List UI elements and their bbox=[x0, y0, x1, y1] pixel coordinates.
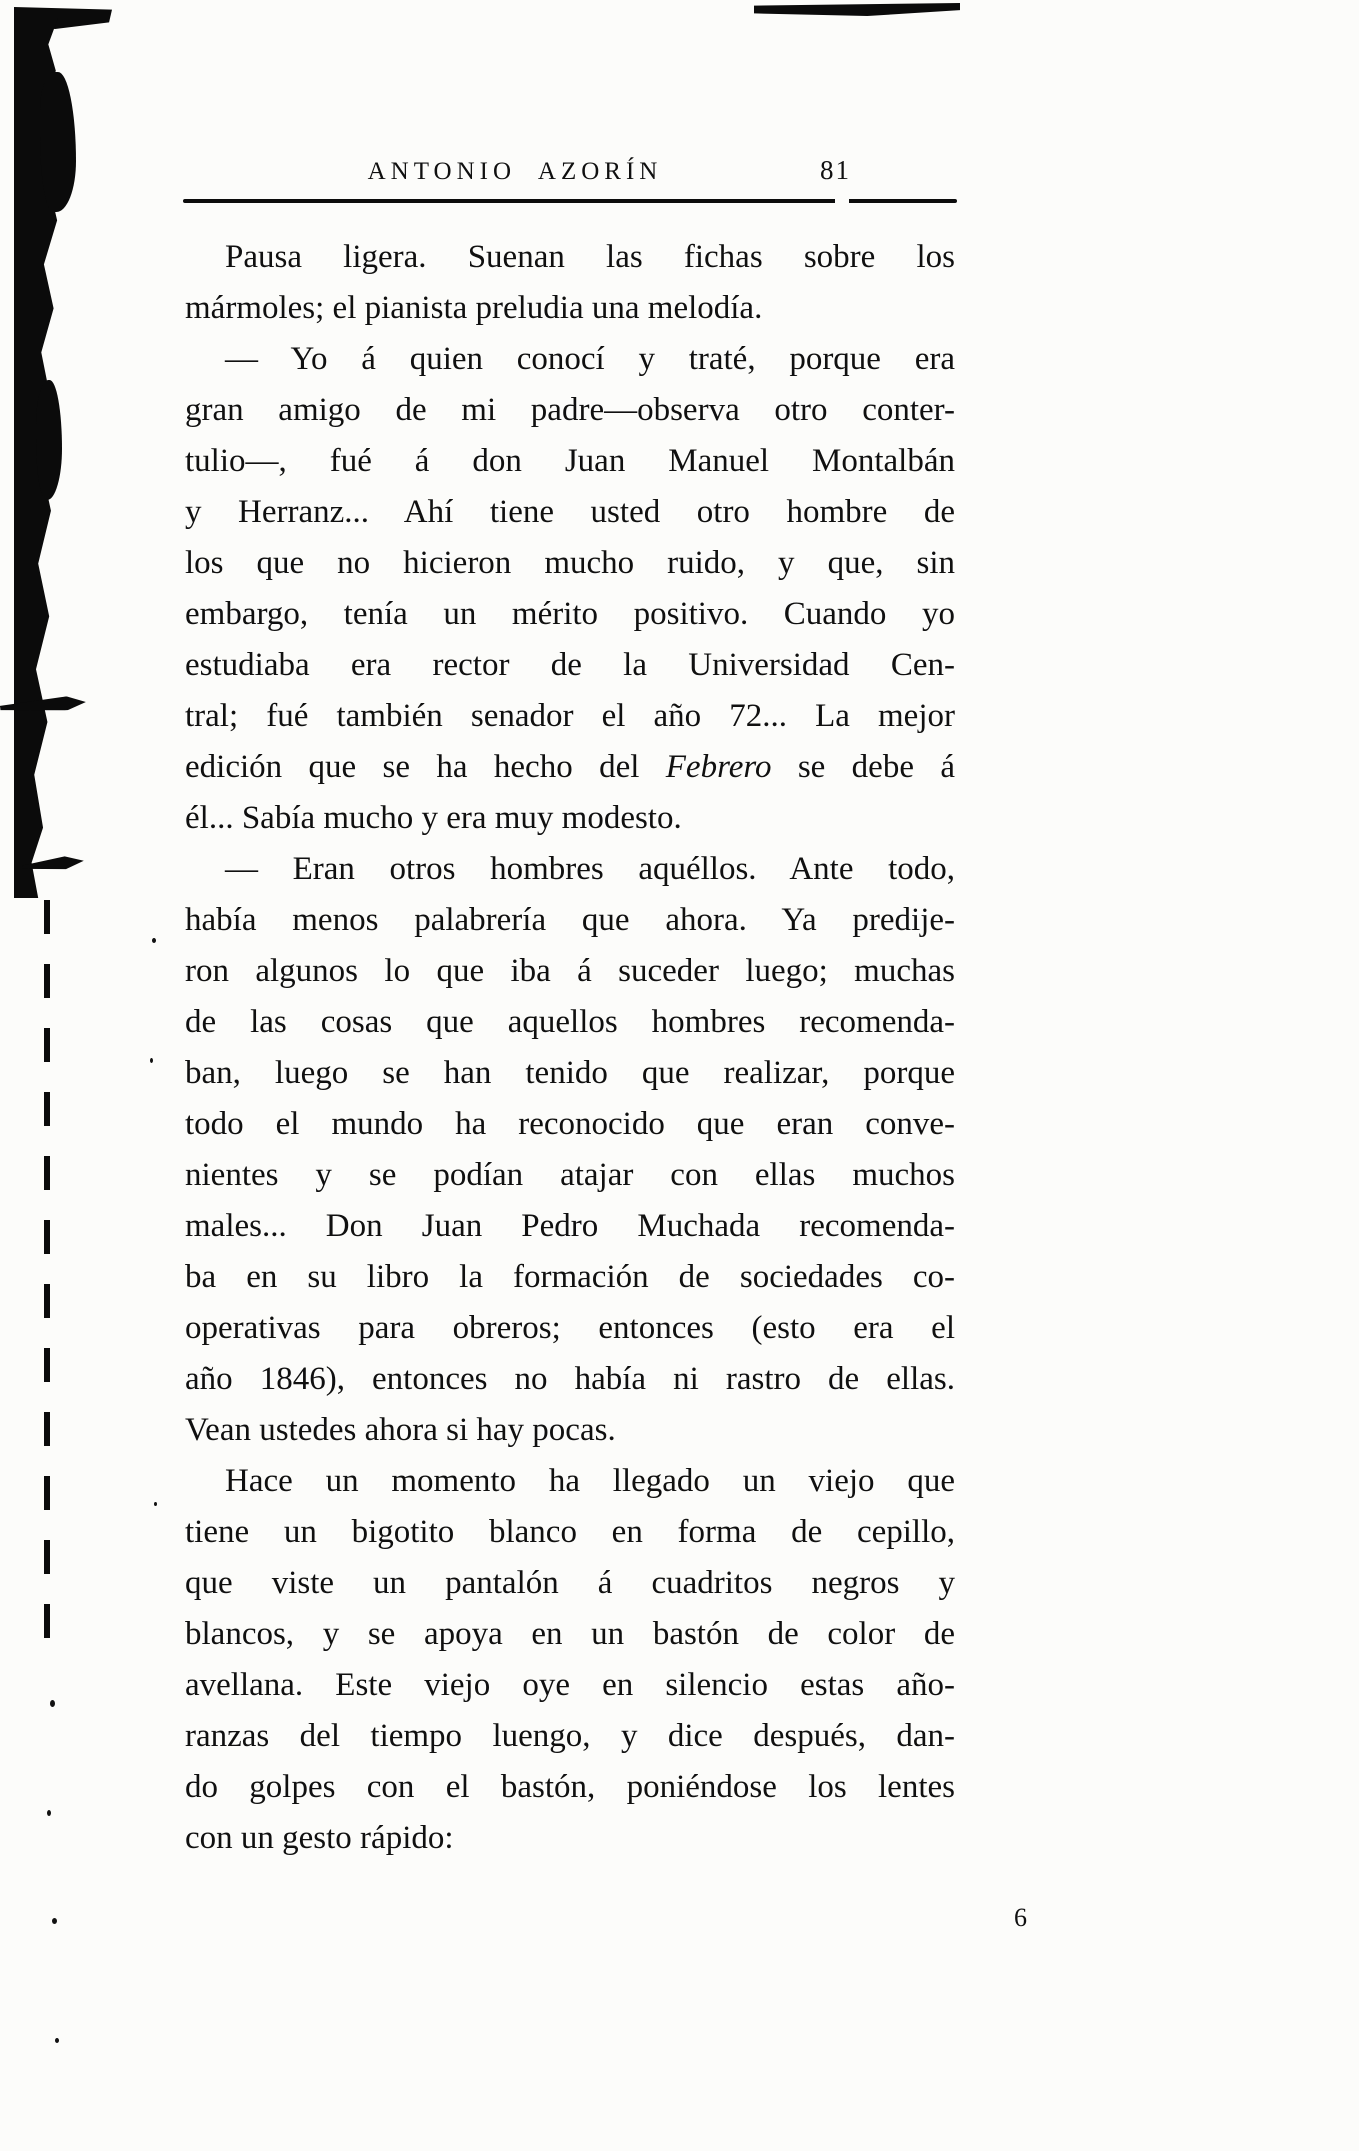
text-line: estudiaba era rector de la Universidad Cen- bbox=[185, 647, 955, 683]
text-line: — Eran otros hombres aquéllos. Ante todo, bbox=[225, 851, 955, 887]
scan-speck bbox=[150, 1058, 153, 1063]
text-line: de las cosas que aquellos hombres recomenda- bbox=[185, 1004, 955, 1040]
scan-speck bbox=[50, 1700, 55, 1707]
text-line: los que no hicieron mucho ruido, y que, sin bbox=[185, 545, 955, 581]
text-line: Vean ustedes ahora si hay pocas. bbox=[185, 1412, 616, 1448]
text-line: ron algunos lo que iba á suceder luego; muchas bbox=[185, 953, 955, 989]
text-line: gran amigo de mi padre—observa otro conter- bbox=[185, 392, 955, 428]
text-line: mármoles; el pianista preludia una melodía. bbox=[185, 290, 763, 326]
text-line: do golpes con el bastón, poniéndose los lentes bbox=[185, 1769, 955, 1805]
scan-speck bbox=[52, 1918, 57, 1924]
signature-mark: 6 bbox=[1014, 1903, 1027, 1932]
text-line: ba en su libro la formación de sociedades co- bbox=[185, 1259, 955, 1295]
page-number: 81 bbox=[820, 155, 851, 185]
text-line: y Herranz... Ahí tiene usted otro hombre de bbox=[185, 494, 955, 530]
scan-artifact-blotch bbox=[36, 380, 62, 500]
scan-artifact-dashed-line bbox=[44, 900, 50, 1640]
scan-speck bbox=[154, 1502, 157, 1506]
text-line: blancos, y se apoya en un bastón de color de bbox=[185, 1616, 955, 1652]
text-line: edición que se ha hecho del Febrero se debe á bbox=[185, 749, 955, 785]
text-line: año 1846), entonces no había ni rastro de ellas. bbox=[185, 1361, 955, 1397]
text-line: tiene un bigotito blanco en forma de cepillo, bbox=[185, 1514, 955, 1550]
text-line: ranzas del tiempo luengo, y dice después, dan- bbox=[185, 1718, 955, 1754]
text-line: embargo, tenía un mérito positivo. Cuando yo bbox=[185, 596, 955, 632]
text-line: tulio—, fué á don Juan Manuel Montalbán bbox=[185, 443, 955, 479]
text-line: — Yo á quien conocí y traté, porque era bbox=[225, 341, 955, 377]
scan-artifact-top-right bbox=[754, 3, 960, 16]
text-line: Pausa ligera. Suenan las fichas sobre los bbox=[225, 239, 955, 275]
text-line: tral; fué también senador el año 72... La mejor bbox=[185, 698, 955, 734]
text-line: operativas para obreros; entonces (esto era el bbox=[185, 1310, 955, 1346]
text-line: que viste un pantalón á cuadritos negros y bbox=[185, 1565, 955, 1601]
header-rule bbox=[183, 199, 957, 203]
running-title: ANTONIO AZORÍN bbox=[367, 158, 663, 185]
text-line: nientes y se podían atajar con ellas muchos bbox=[185, 1157, 955, 1193]
text-line: él... Sabía mucho y era muy modesto. bbox=[185, 800, 682, 836]
scan-speck bbox=[152, 938, 156, 943]
scan-speck bbox=[47, 1810, 51, 1816]
text-line: ban, luego se han tenido que realizar, porque bbox=[185, 1055, 955, 1091]
text-line: Hace un momento ha llegado un viejo que bbox=[225, 1463, 955, 1499]
text-line: con un gesto rápido: bbox=[185, 1820, 454, 1856]
text-line: todo el mundo ha reconocido que eran conve- bbox=[185, 1106, 955, 1142]
text-line: males... Don Juan Pedro Muchada recomenda- bbox=[185, 1208, 955, 1244]
text-line: había menos palabrería que ahora. Ya predije- bbox=[185, 902, 955, 938]
scan-artifact-blotch bbox=[40, 72, 76, 212]
scan-speck bbox=[55, 2038, 59, 2043]
text-line: avellana. Este viejo oye en silencio estas año- bbox=[185, 1667, 955, 1703]
body-text bbox=[185, 232, 955, 1864]
